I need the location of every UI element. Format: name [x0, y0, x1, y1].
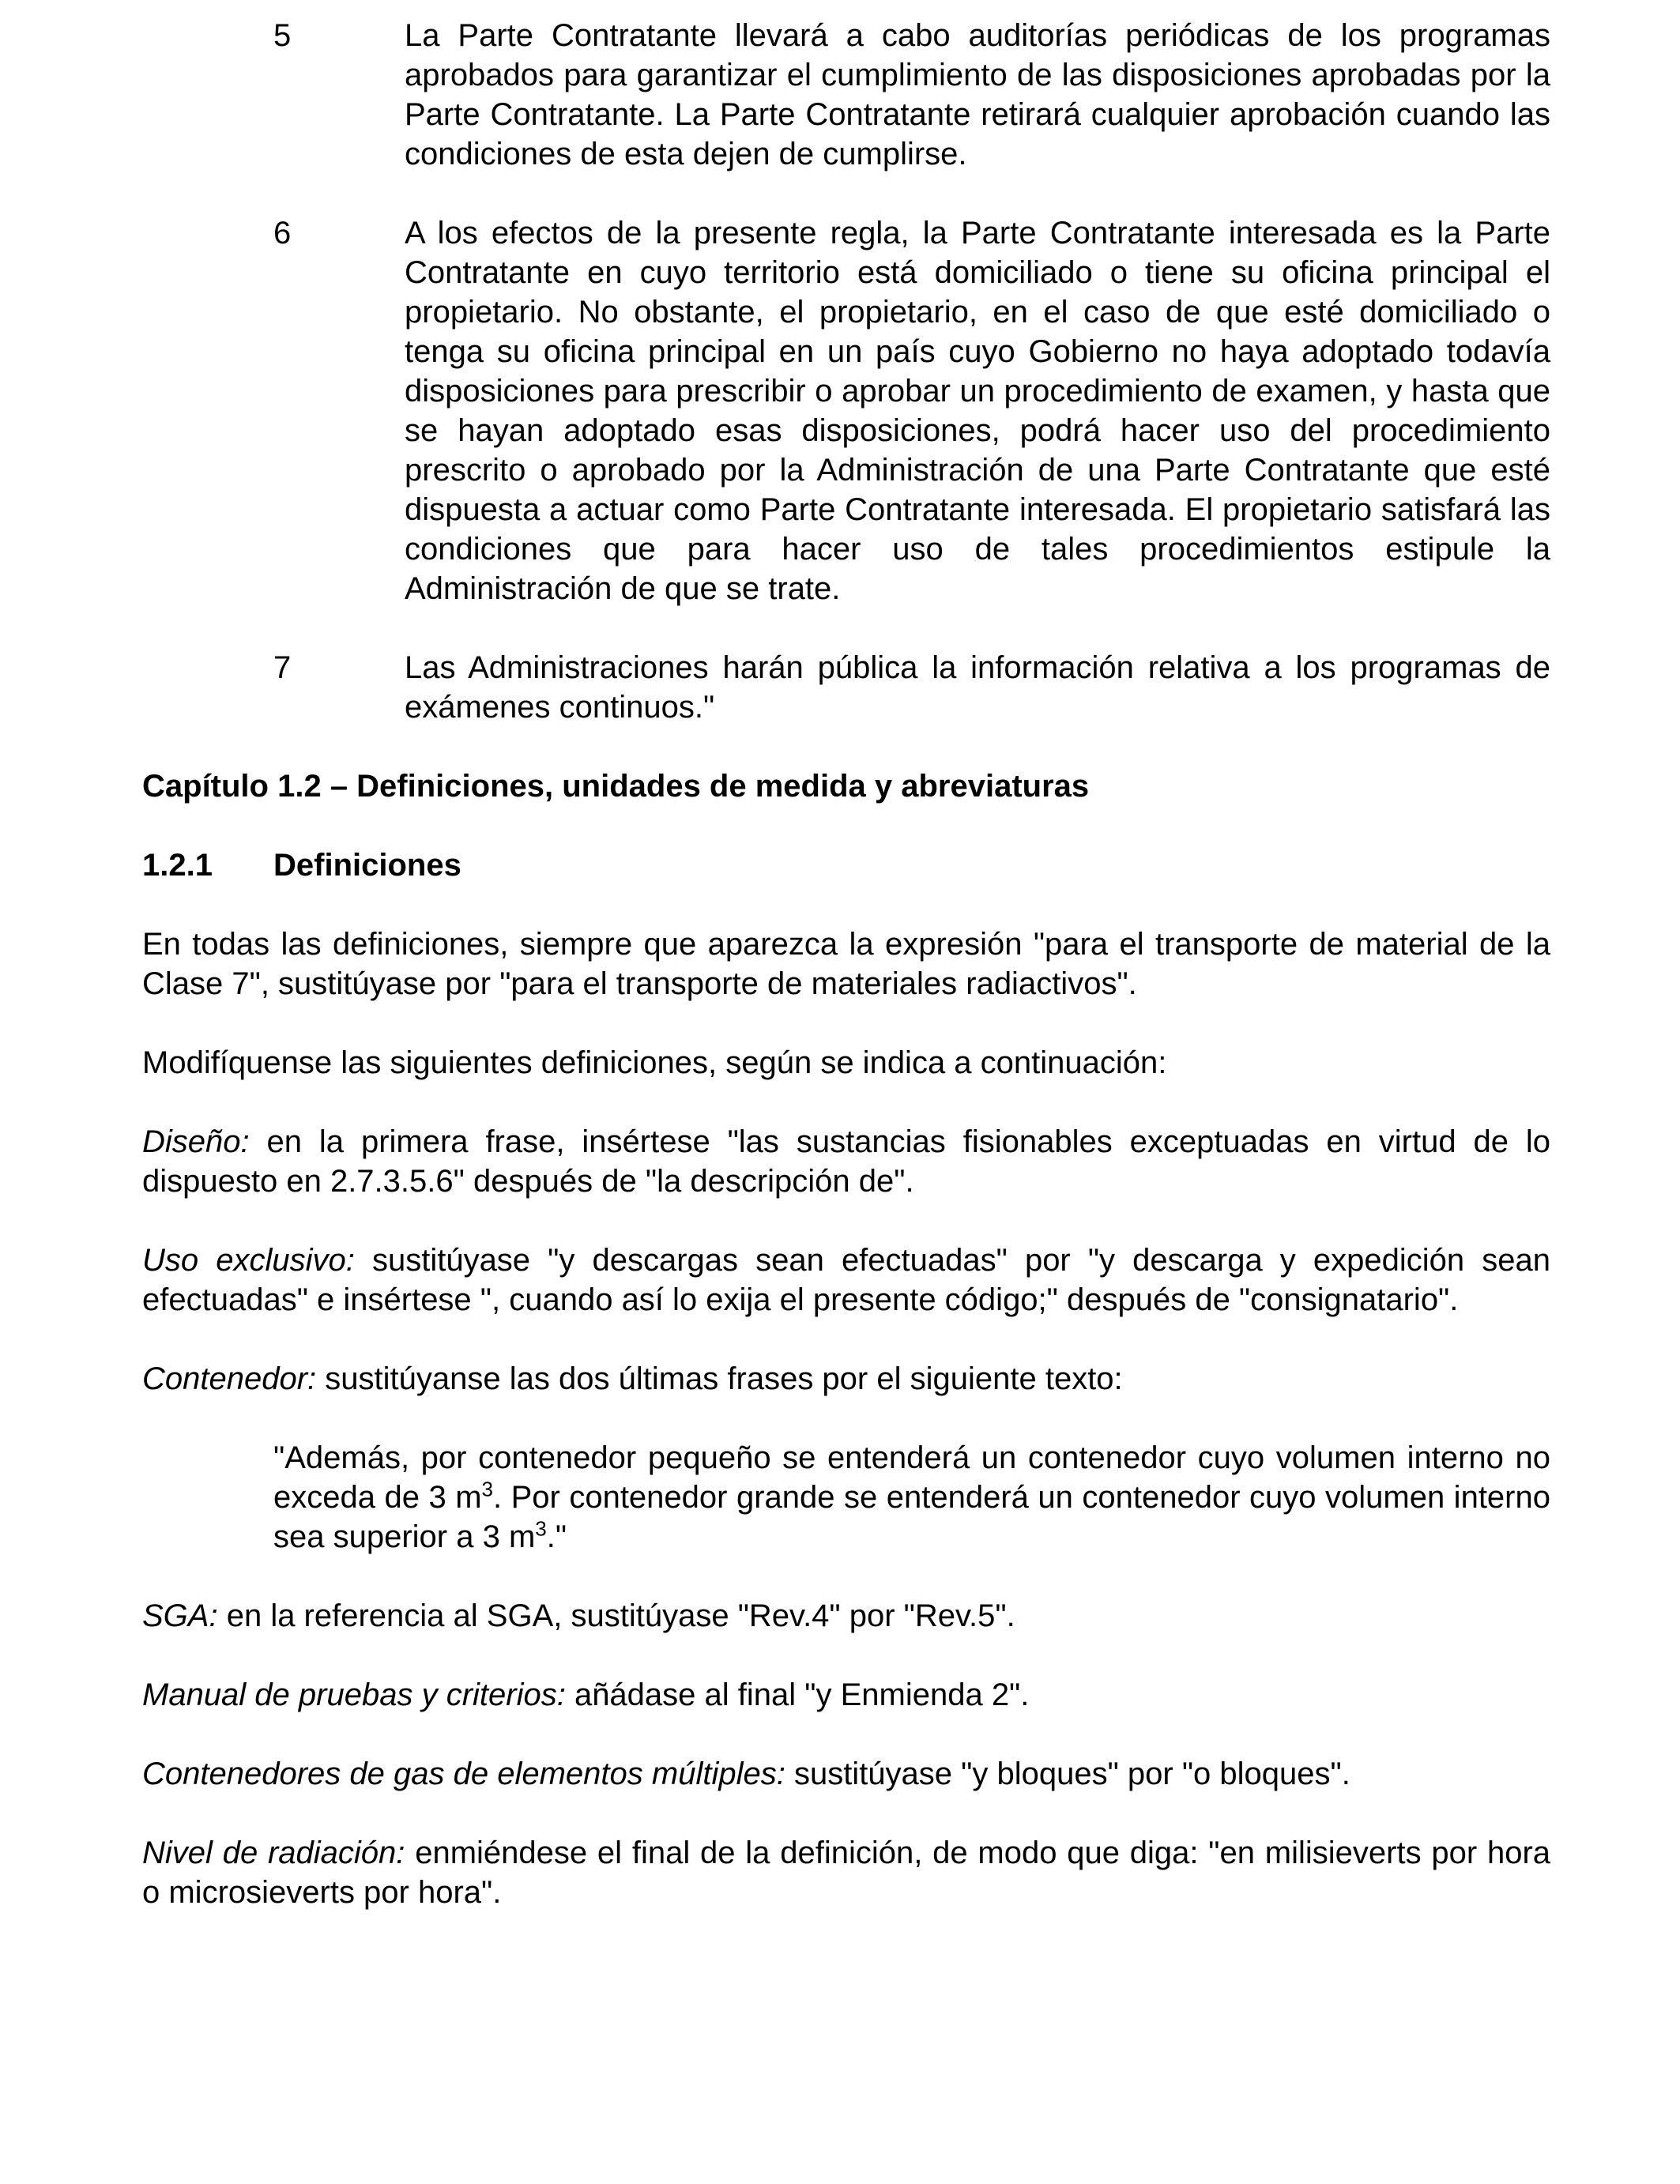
- quote-text-2: . Por contenedor grande se entenderá un contenedor cuyo volumen interno sea superior a 3 m: [273, 1480, 1550, 1554]
- definition-text: en la primera frase, insértese "las sustancias fisionables exceptuadas en virtud de lo dispuesto en 2.7.3.5.6" después de "la descripción de".: [142, 1124, 1550, 1199]
- definition-sga: [142, 1596, 1550, 1636]
- block-quote: [273, 1438, 1550, 1557]
- item-number: 6: [273, 216, 292, 250]
- definition-text: añádase al final "y Enmienda 2".: [565, 1678, 1030, 1712]
- definition-term: Nivel de radiación:: [142, 1836, 405, 1870]
- item-number: 7: [273, 650, 292, 685]
- superscript: 3: [481, 1477, 493, 1501]
- definition-text: enmiéndese el final de la definición, de modo que diga: "en milisieverts por hora o microsieverts por hora".: [142, 1836, 1551, 1910]
- modify-paragraph: Modifíquense las siguientes definiciones, según se indica a continuación:: [142, 1045, 1167, 1080]
- definition-term: Uso exclusivo:: [142, 1243, 355, 1278]
- quote-text-1: "Además, por contenedor pequeño se entenderá un contenedor cuyo volumen interno no exceda de 3 m: [273, 1440, 1550, 1515]
- document-body: [142, 16, 1550, 1952]
- item-number: 5: [273, 18, 292, 53]
- definition-contenedores-gas: [142, 1754, 1550, 1794]
- definition-text: sustitúyase "y bloques" por "o bloques".: [785, 1757, 1350, 1791]
- definition-term: Contenedor:: [142, 1361, 317, 1396]
- definition-text: sustitúyanse las dos últimas frases por el siguiente texto:: [316, 1361, 1123, 1396]
- section-title: Definiciones: [273, 848, 461, 883]
- numbered-item: [142, 648, 1550, 727]
- definition-nivel-radiacion: [142, 1833, 1550, 1912]
- intro-paragraph: En todas las definiciones, siempre que aparezca la expresión "para el transporte de material de la Clase 7", sustitúyase por "para el transporte de materiales radiactivos".: [142, 927, 1550, 1001]
- definition-term: Diseño:: [142, 1124, 250, 1159]
- definition-manual: [142, 1675, 1550, 1715]
- quote-text-3: .": [546, 1519, 567, 1554]
- definition-text: en la referencia al SGA, sustitúyase "Rev.4" por "Rev.5".: [217, 1598, 1015, 1633]
- numbered-item: [142, 16, 1550, 174]
- item-text: A los efectos de la presente regla, la Parte Contratante interesada es la Parte Contratante en cuyo territorio está domiciliado o tiene su oficina principal el propietario. No obstante, el propietario, en el caso de que esté domiciliado o tenga su oficina principal en un país cuyo Gobierno no haya adoptado todavía disposiciones para prescribir o aprobar un procedimiento de examen, y hasta que se hayan adoptado esas disposiciones, podrá hacer uso del procedimiento prescrito o aprobado por la Administración de una Parte Contratante que esté dispuesta a actuar como Parte Contratante interesada. El propietario satisfará las condiciones que para hacer uso de tales procedimientos estipule la Administración de que se trate.: [405, 216, 1550, 606]
- numbered-item: [142, 213, 1550, 608]
- chapter-title: Capítulo 1.2 – Definiciones, unidades de medida y abreviaturas: [142, 769, 1090, 804]
- definition-diseno: [142, 1122, 1550, 1201]
- definition-term: Manual de pruebas y criterios:: [142, 1678, 566, 1712]
- section-heading: [142, 845, 1550, 885]
- definition-uso-exclusivo: [142, 1241, 1550, 1320]
- definition-contenedor: [142, 1359, 1550, 1399]
- definition-term: SGA:: [142, 1598, 218, 1633]
- superscript: 3: [535, 1516, 547, 1541]
- definition-term: Contenedores de gas de elementos múltiples:: [142, 1757, 785, 1791]
- section-number: 1.2.1: [142, 848, 213, 883]
- item-text: La Parte Contratante llevará a cabo auditorías periódicas de los programas aprobados para garantizar el cumplimiento de las disposiciones aprobadas por la Parte Contratante. La Parte Contratante retirará cualquier aprobación cuando las condiciones de esta dejen de cumplirse.: [405, 18, 1550, 171]
- item-text: Las Administraciones harán pública la información relativa a los programas de exámenes continuos.": [405, 650, 1550, 725]
- definition-text: sustitúyase "y descargas sean efectuadas" por "y descarga y expedición sean efectuadas" e insértese ", cuando así lo exija el presente código;" después de "consignatario".: [142, 1243, 1550, 1317]
